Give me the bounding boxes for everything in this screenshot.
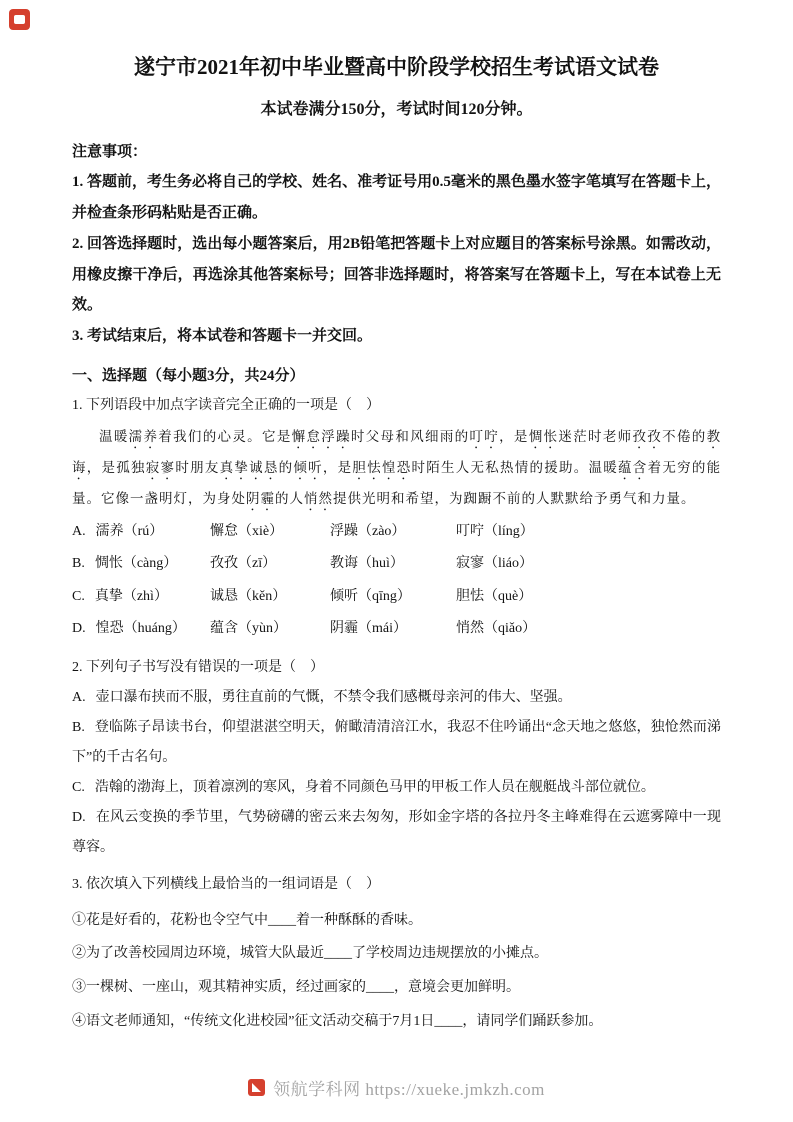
- option-text: 浩翰的渤海上，顶着凛洌的寒风，身着不同颜色马甲的甲板工作人员在舰艇战斗部位就位。: [94, 780, 655, 796]
- option-label: B.: [72, 720, 85, 736]
- option-word: 倾听（qīng）: [330, 588, 411, 604]
- option-text: 登临陈子昂读书台，仰望湛湛空明天，俯瞰清清涪江水，我忍不住吟诵出“念天地之悠悠，独怆然而涕下”的千古名句。: [72, 720, 721, 766]
- option-word: 惆怅（càng）: [94, 556, 178, 572]
- q2-option-A: [72, 683, 721, 713]
- notice-item-2: 2. 回答选择题时，选出每小题答案后，用2B铅笔把答题卡上对应题目的答案标号涂黑。如需改动，用橡皮擦干净后，再选涂其他答案标号；回答非选择题时，将答案写在答题卡上，写在本试卷上无效。: [72, 235, 721, 314]
- option-cell: [72, 581, 210, 613]
- option-word: 叮咛（líng）: [456, 524, 534, 540]
- option-word: 蕴含（yùn）: [210, 620, 287, 636]
- page-title: 遂宁市2021年初中毕业暨高中阶段学校招生考试语文试卷: [134, 55, 659, 79]
- option-word: 濡养（rú）: [95, 524, 164, 540]
- option-word: 阴霾（mái）: [330, 620, 407, 636]
- notice-item-3: 3. 考试结束后，将本试卷和答题卡一并交回。: [72, 328, 373, 345]
- option-word: 惶恐（huáng）: [95, 620, 186, 636]
- option-word: 教诲（huì）: [330, 556, 404, 572]
- watermark-logo-icon: [248, 1079, 265, 1096]
- notice-heading: 注意事项：: [72, 144, 148, 161]
- question-1: [72, 391, 721, 645]
- q3-item-4: ④语文老师通知，“传统文化进校园”征文活动交稿于7月1日____，请同学们踊跃参加。: [72, 1013, 603, 1029]
- option-label: B.: [72, 556, 85, 572]
- option-label: C.: [72, 780, 85, 796]
- option-label: D.: [72, 620, 86, 636]
- q1-option-C: [72, 581, 721, 613]
- option-text: 壶口瀑布挟而不服，勇往直前的气慨，不禁令我们感概母亲河的伟大、坚强。: [95, 690, 572, 706]
- option-word: 浮躁（zào）: [330, 524, 406, 540]
- q1-passage: 温暖濡养着我们的心灵。它是懈怠浮躁时父母和风细雨的叮咛，是惆怅迷茫时老师孜孜不倦的教诲，是孤独寂寥时朋友真挚诚恳的倾听，是胆怯惶恐时陌生人无私热情的援助。温暖蕴含着无穷的能量。它像一盏明灯，为身处阴霾的人悄然提供光明和希望，为踟蹰不前的人默默给予勇气和力量。: [72, 429, 722, 507]
- option-cell: [72, 613, 210, 645]
- q3-item-3: ③一棵树、一座山，观其精神实质，经过画家的____，意境会更加鲜明。: [72, 980, 520, 996]
- option-word: 胆怯（què）: [456, 588, 533, 604]
- option-cell: [72, 516, 210, 548]
- q1-option-B: [72, 548, 721, 580]
- notice-section: [72, 137, 721, 352]
- q3-item-1: ①花是好看的，花粉也令空气中____着一种酥酥的香味。: [72, 912, 422, 928]
- q2-option-C: [72, 773, 721, 803]
- option-text: 在风云变换的季节里，气势磅礴的密云来去匆匆，形如金字塔的各拉丹冬主峰难得在云遮雾障中一现尊容。: [72, 810, 721, 856]
- q2-option-B: [72, 713, 721, 773]
- option-word: 真挚（zhì）: [94, 588, 168, 604]
- site-logo-icon: [9, 9, 30, 30]
- option-label: A.: [72, 524, 86, 540]
- option-word: 悄然（qiǎo）: [456, 620, 537, 636]
- option-word: 懈怠（xiè）: [210, 524, 284, 540]
- question-2: [72, 653, 721, 864]
- option-label: A.: [72, 690, 86, 706]
- notice-item-1: 1. 答题前，考生务必将自己的学校、姓名、准考证号用0.5毫米的黑色墨水签字笔填写在答题卡上，并检查条形码粘贴是否正确。: [72, 174, 721, 222]
- watermark-footer: [0, 1075, 793, 1100]
- option-word: 孜孜（zī）: [210, 556, 277, 572]
- option-word: 诚恳（kěn）: [210, 588, 287, 604]
- q3-stem: 3. 依次填入下列横线上最恰当的一组词语是（ ）: [72, 876, 380, 892]
- q1-stem: 1. 下列语段中加点字读音完全正确的一项是（ ）: [72, 397, 380, 413]
- q3-item-2: ②为了改善校园周边环境，城管大队最近____了学校周边违规摆放的小摊点。: [72, 946, 548, 962]
- q2-option-D: [72, 803, 721, 863]
- option-cell: [72, 548, 210, 580]
- section-heading: 一、选择题（每小题3分，共24分）: [72, 367, 305, 384]
- q1-option-A: [72, 516, 721, 548]
- option-word: 寂寥（liáo）: [456, 556, 533, 572]
- q1-option-D: [72, 613, 721, 645]
- exam-meta: 本试卷满分150分，考试时间120分钟。: [260, 101, 533, 119]
- q1-options: [72, 516, 721, 645]
- watermark-text: 领航学科网 https://xueke.jmkzh.com: [273, 1080, 545, 1099]
- q2-stem: 2. 下列句子书写没有错误的一项是（ ）: [72, 659, 324, 675]
- option-label: D.: [72, 810, 86, 826]
- question-3: [72, 870, 721, 1033]
- option-label: C.: [72, 588, 85, 604]
